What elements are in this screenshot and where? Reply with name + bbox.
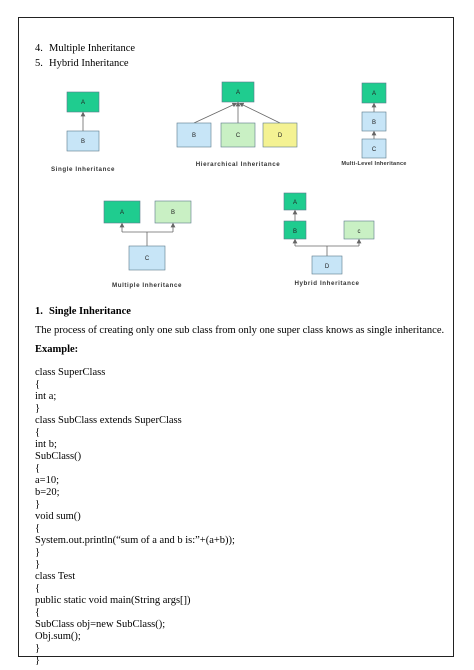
section-heading [35,306,131,318]
code-line: a=10; [35,475,59,486]
list-text: Hybrid Inheritance [49,58,129,69]
list-number: 4. [35,43,43,54]
code-line: void sum() [35,511,81,522]
example-label: Example: [35,344,79,355]
hier-node-b-label: B [191,133,197,139]
code-line: class Test [35,571,76,582]
code-line: { [35,583,41,594]
multilevel-inheritance-diagram [341,83,406,167]
section-heading-text: Single Inheritance [49,306,131,317]
multi-node-c-label: C [371,147,377,153]
hierarchical-caption: Hierarchical Inheritance [195,161,281,168]
code-line: int b; [35,439,57,450]
code-line: SubClass obj=new SubClass(); [35,619,166,630]
hybrid-node-d-label: D [324,264,330,270]
code-line: Obj.sum(); [35,631,81,642]
multi-node-b-label: B [371,120,377,126]
single-node-a-label: A [80,100,86,106]
code-line: { [35,463,41,474]
code-line: } [35,403,41,414]
mult-node-a-label: A [119,210,125,216]
code-line: SubClass() [35,451,82,462]
code-line: b=20; [35,487,60,498]
mult-node-b-label: B [170,210,176,216]
code-line: } [35,499,41,510]
code-line: int a; [35,391,57,402]
code-line: { [35,523,41,534]
code-line: class SubClass extends SuperClass [35,415,182,426]
hier-node-a-label: A [235,90,241,96]
multiple-inheritance-diagram [104,201,191,289]
section-description: The process of creating only one sub class from only one super class knows as single inheritance. [35,325,445,336]
list-number: 5. [35,58,43,69]
hierarchical-inheritance-diagram [177,82,297,168]
section-heading-number: 1. [35,306,43,317]
hier-node-c-label: C [235,133,241,139]
single-node-b-label: B [80,139,86,145]
hybrid-inheritance-diagram [284,193,374,287]
hybrid-node-b-label: B [292,229,298,235]
mult-node-c-label: C [144,256,150,262]
hybrid-caption: Hybrid Inheritance [294,280,360,287]
multilevel-caption: Multi-Level Inheritance [341,161,407,167]
single-inheritance-diagram [51,92,115,173]
code-line: } [35,655,41,666]
inheritance-diagrams [0,0,474,300]
multiple-caption: Multiple Inheritance [111,282,183,289]
list-text: Multiple Inheritance [49,43,136,54]
code-line: System.out.println(“sum of a and b is:”+(a+b)); [35,535,235,546]
code-line: class SuperClass [35,367,106,378]
code-line: } [35,643,41,654]
hybrid-node-a-label: A [292,200,298,206]
multi-node-a-label: A [371,91,377,97]
code-line: { [35,427,41,438]
code-line: { [35,607,41,618]
code-line: } [35,547,41,558]
code-block [35,367,235,667]
code-line: { [35,379,41,390]
hier-node-d-label: D [277,133,283,139]
hybrid-node-c-label: c [357,229,361,235]
single-caption: Single Inheritance [50,166,116,173]
code-line: public static void main(String args[]) [35,595,191,606]
code-line: } [35,559,41,570]
